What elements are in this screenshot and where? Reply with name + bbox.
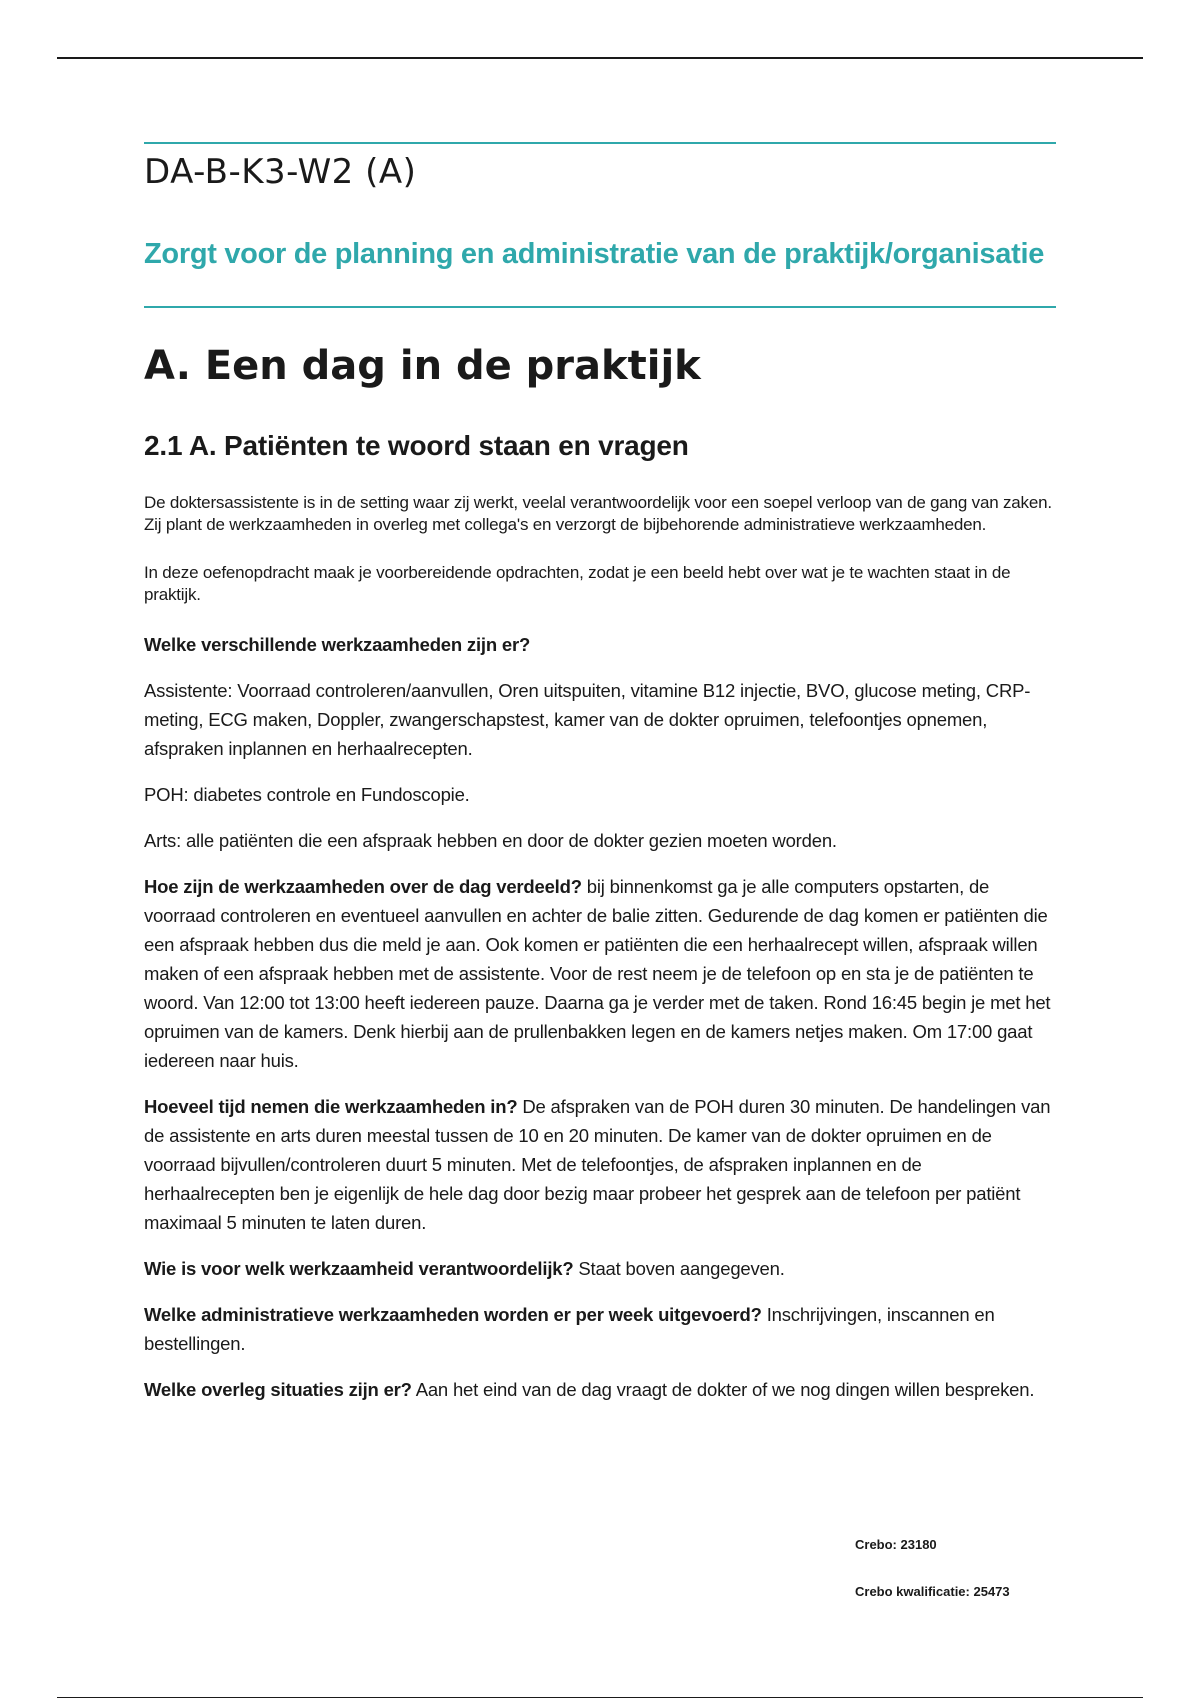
question-2-paragraph xyxy=(144,872,1056,1075)
main-heading: A. Een dag in de praktijk xyxy=(144,343,701,389)
intro-paragraph-2: In deze oefenopdracht maak je voorbereidende opdrachten, zodat je een beeld hebt over wat je te wachten staat in de praktijk. xyxy=(144,563,1011,604)
page-bottom-rule xyxy=(57,1697,1143,1698)
intro-paragraph-1: De doktersassistente is in de setting waar zij werkt, veelal verantwoordelijk voor een soepel verloop van de gang van zaken. Zij plant de werkzaamheden in overleg met collega's en verzorgt de bijbehorende administratieve werkzaamheden. xyxy=(144,493,1052,534)
document-body xyxy=(144,142,1056,1404)
question-2-label: Hoe zijn de werkzaamheden over de dag verdeeld? xyxy=(144,876,582,897)
answer-arts: Arts: alle patiënten die een afspraak hebben en door de dokter gezien moeten worden. xyxy=(144,830,837,851)
question-1-label: Welke verschillende werkzaamheden zijn er? xyxy=(144,634,531,655)
question-4-paragraph xyxy=(144,1254,1056,1283)
title-top-rule xyxy=(144,142,1056,144)
document-code: DA-B-K3-W2 (A) xyxy=(144,152,417,192)
question-6-paragraph xyxy=(144,1375,1056,1404)
question-5-label: Welke administratieve werkzaamheden worden er per week uitgevoerd? xyxy=(144,1304,762,1325)
answer-2: bij binnenkomst ga je alle computers opstarten, de voorraad controleren en eventueel aanvullen en achter de balie zitten. Gedurende de dag komen er patiënten die een afspraak hebben dus die meld je aan. Ook komen er patiënten die een herhaalrecept willen, afspraak willen maken of een afspraak hebben met de assistente. Voor de rest neem je de telefoon op en sta je de patiënten te woord. Van 12:00 tot 13:00 heeft iedereen pauze. Daarna ga je verder met de taken. Rond 16:45 begin je met het opruimen van de kamers. Denk hierbij aan de prullenbakken legen en de kamers netjes maken. Om 17:00 gaat iedereen naar huis. xyxy=(144,876,1051,1071)
question-5-paragraph xyxy=(144,1300,1056,1358)
document-subtitle: Zorgt voor de planning en administratie van de praktijk/organisatie xyxy=(144,238,1045,270)
answer-4: Staat boven aangegeven. xyxy=(573,1258,785,1279)
title-bottom-rule xyxy=(144,306,1056,308)
question-4-label: Wie is voor welk werkzaamheid verantwoordelijk? xyxy=(144,1258,574,1279)
answer-poh: POH: diabetes controle en Fundoscopie. xyxy=(144,784,470,805)
question-6-label: Welke overleg situaties zijn er? xyxy=(144,1379,412,1400)
footer-crebo-kwalificatie: Crebo kwalificatie: 25473 xyxy=(855,1584,1010,1599)
question-3-paragraph xyxy=(144,1092,1056,1237)
answer-3: De afspraken van de POH duren 30 minuten. De handelingen van de assistente en arts duren meestal tussen de 10 en 20 minuten. De kamer van de dokter opruimen en de voorraad bijvullen/controleren duurt 5 minuten. Met de telefoontjes, de afspraken inplannen en de herhaalrecepten ben je eigenlijk de hele dag door bezig maar probeer het gesprek aan de telefoon per patiënt maximaal 5 minuten te laten duren. xyxy=(144,1096,1051,1233)
answer-assistente: Assistente: Voorraad controleren/aanvullen, Oren uitspuiten, vitamine B12 injectie, BVO, glucose meting, CRP- meting, ECG maken, Doppler, zwangerschapstest, kamer van de dokter opruimen, telefoontjes opnemen, afspraken inplannen en herhaalrecepten. xyxy=(144,680,1031,759)
footer-crebo: Crebo: 23180 xyxy=(855,1537,937,1552)
answer-5: Inschrijvingen, inscannen en bestellingen. xyxy=(144,1304,995,1354)
answer-6: Aan het eind van de dag vraagt de dokter of we nog dingen willen bespreken. xyxy=(411,1379,1035,1400)
question-3-label: Hoeveel tijd nemen die werkzaamheden in? xyxy=(144,1096,518,1117)
question-1 xyxy=(144,630,1056,659)
page-top-rule xyxy=(57,57,1143,59)
section-heading: 2.1 A. Patiënten te woord staan en vragen xyxy=(144,430,689,461)
